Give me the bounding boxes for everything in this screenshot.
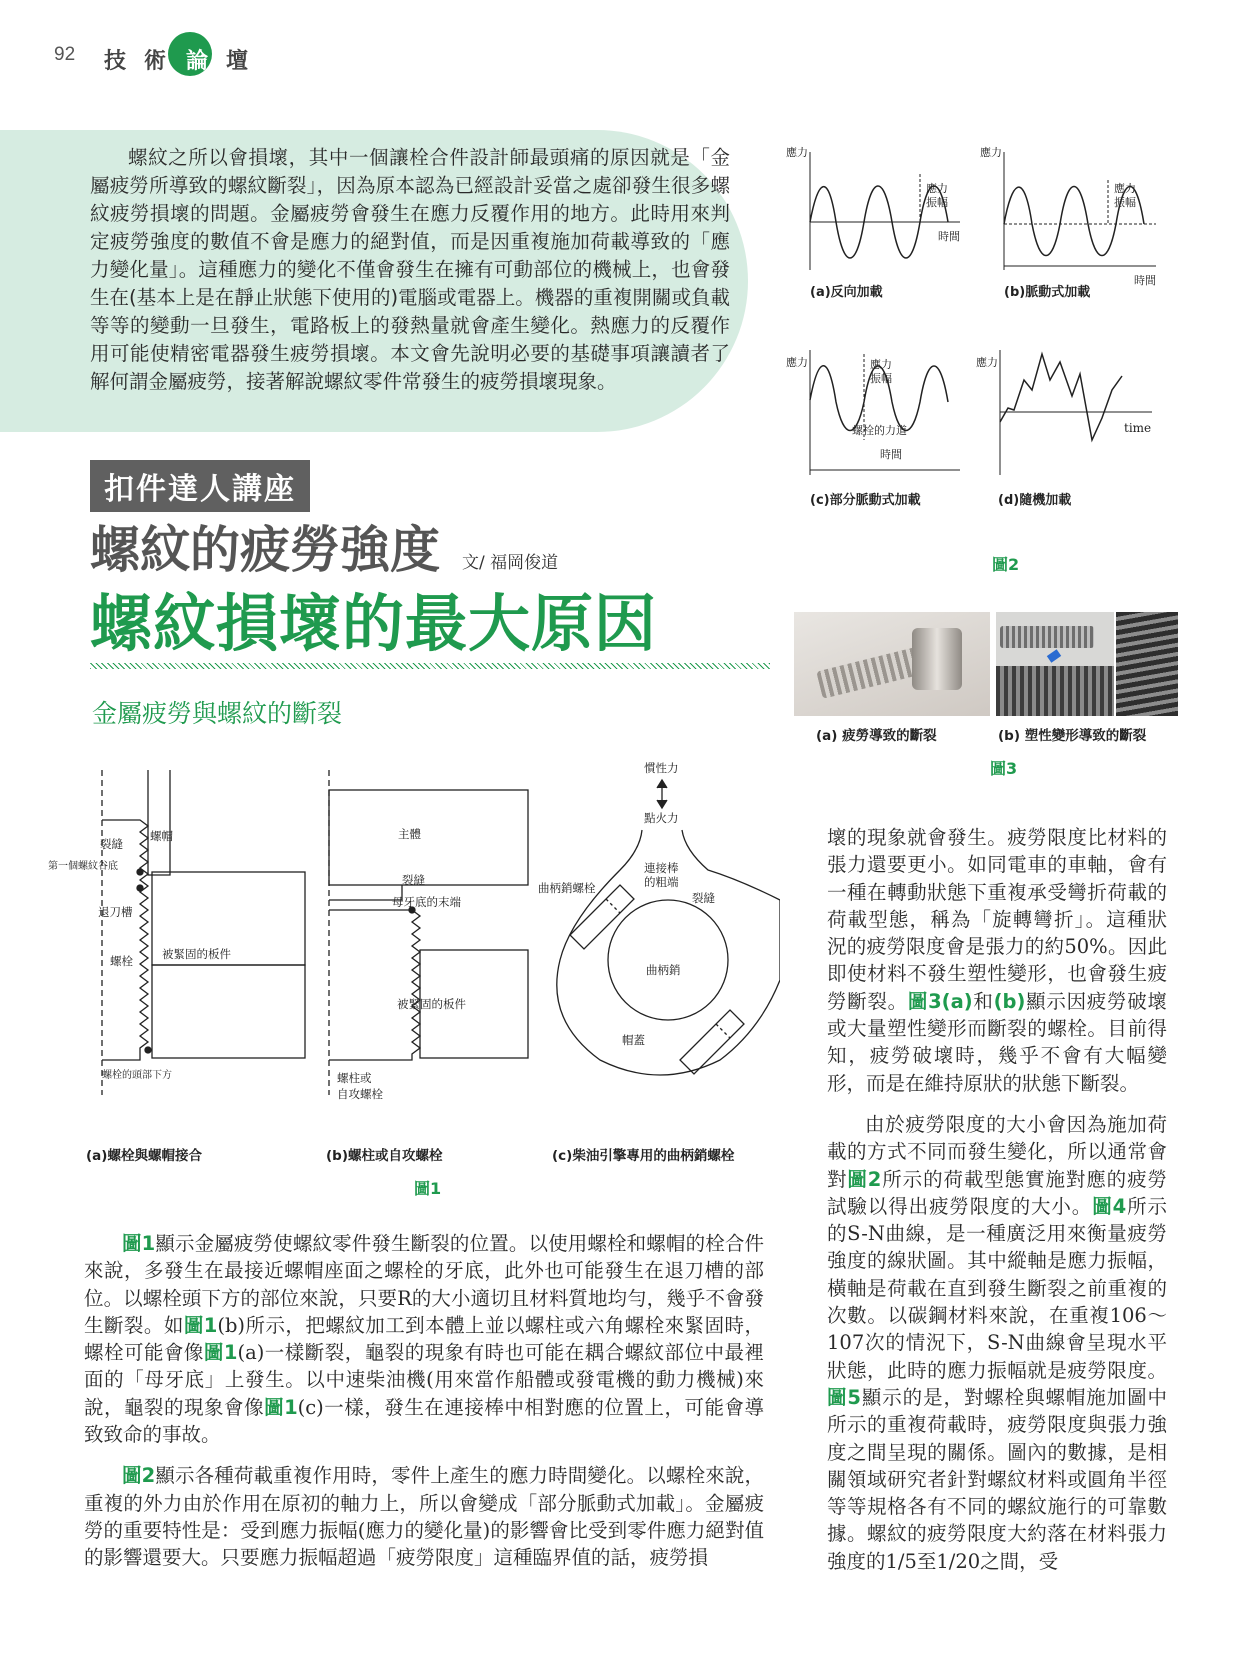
author-byline: 文/ 福岡俊道	[462, 553, 559, 573]
fig1b-thread-end-label: 母牙底的末端	[392, 895, 461, 909]
fig2a-amp-label: 應力	[926, 182, 948, 195]
figure1b-caption: (b)螺柱或自攻螺栓	[326, 1148, 443, 1164]
fig2a-amp-label: 振幅	[926, 196, 948, 209]
paragraph-text: 壞的現象就會發生。疲勞限度比材料的張力還要更小。如同電車的車軸，會有一種在轉動狀態下重複承受彎折荷載的荷載型態，稱為「旋轉彎折」。這種狀況的疲勞限度會是張力的約50%。因此即使材料不發生塑性變形，也會發生疲勞斷裂。	[827, 826, 1167, 1013]
fig2b-y-axis-label: 應力	[980, 146, 1002, 159]
figure-reference: 圖2	[847, 1167, 882, 1191]
fig2c-axial-label: 螺栓的力道	[852, 424, 907, 437]
article-subtitle: 螺紋損壞的最大原因	[90, 587, 658, 660]
fig2b-time-label: 時間	[1134, 274, 1156, 287]
fig2a-time-label: 時間	[938, 230, 960, 243]
fig1c-ignition-label: 點火力	[644, 811, 679, 825]
figure3-label: 圖3	[990, 759, 1018, 778]
figure-reference: 圖1	[122, 1232, 156, 1255]
fig2d-wave	[1000, 354, 1122, 440]
article-title: 螺紋的疲勞強度	[90, 520, 440, 579]
paragraph-text: 所示的S-N曲線，是一種廣泛用來衡量疲勞強度的線狀圖。其中縱軸是應力振幅，橫軸是荷載在直到發生斷裂之前重複的次數。以碳鋼材料來說，在重複106～107次的情況下，S-N曲線會呈現水平狀態，此時的應力振幅就是疲勞限度。	[827, 1194, 1167, 1382]
fig1a-crack-label: 裂縫	[100, 837, 123, 851]
paragraph-text: (b)所示，把螺紋加工到本體上並以螺柱或六角螺栓來緊固時，螺栓可能會像	[84, 1313, 764, 1365]
figure-reference: 圖1	[183, 1313, 218, 1337]
column-title-char: 術	[144, 49, 167, 74]
figure-reference: 圖1	[203, 1341, 238, 1365]
body-left-column	[84, 1230, 764, 1572]
column-title-char: 論	[186, 49, 209, 74]
figure2-label: 圖2	[992, 555, 1020, 574]
figure1a-drawing	[102, 770, 305, 1095]
fig2c-time-label: 時間	[880, 448, 902, 461]
fig1c-cap-label: 帽蓋	[622, 1033, 645, 1047]
paragraph-text: 顯示金屬疲勞使螺紋零件發生斷裂的位置。以使用螺栓和螺帽的栓合件來說，多發生在最接近螺帽座面之螺栓的牙底，此外也可能發生在退刀槽的部位。以螺栓頭下方的部位來說，只要R的大小適切且材料質地均勻，幾乎不會發生斷裂。如	[84, 1232, 764, 1337]
figure2-charts	[780, 140, 1180, 530]
paragraph-text: 和	[972, 989, 994, 1013]
fig1a-bolt-label: 螺栓	[110, 954, 133, 968]
fig1b-plate-label: 被緊固的板件	[397, 997, 466, 1011]
paragraph-text: 顯示各種荷載重複作用時，零件上產生的應力時間變化。以螺栓來說，重複的外力由於作用在原初的軸力上，所以會變成「部分脈動式加載」。金屬疲勞的重要特性是：受到應力振幅(應力的變化量)的影響會比受到零件應力絕對值的影響還要大。只要應力振幅超過「疲勞限度」這種臨界值的話，疲勞損	[84, 1464, 764, 1570]
fig1b-stud-label: 螺柱或	[337, 1071, 372, 1085]
figure1-label: 圖1	[414, 1179, 442, 1198]
figure-reference: 圖2	[122, 1464, 156, 1488]
figure1a-caption: (a)螺栓與螺帽接合	[86, 1148, 202, 1164]
fig1c-rod-label: 連接棒	[644, 861, 679, 875]
fig1b-crack-label: 裂縫	[402, 873, 425, 887]
figure3a-caption: (a) 疲勞導致的斷裂	[816, 728, 937, 744]
paragraph-text: 所示的荷載型態實施對應的疲勞試驗以得出疲勞限度的大小。	[827, 1167, 1167, 1218]
fig1a-head-label: 螺栓的頭部下方	[102, 1070, 172, 1081]
figure-reference: (b)	[993, 989, 1026, 1013]
fig1a-plate-label: 被緊固的板件	[162, 947, 231, 961]
paragraph-text: 顯示的是，對螺栓與螺帽施加圖中所示的重複荷載時，疲勞限度與張力強度之間呈現的關係。圖內的數據，是相關領域研究者針對螺紋材料或圓角半徑等等規格各有不同的螺紋施行的可靠數據。螺紋的疲勞限度大約落在材料張力強度的1/5至1/20之間，受	[827, 1385, 1167, 1573]
paragraph-text: 由於疲勞限度的大小會因為施加荷載的方式不同而發生變化，所以通常會對	[827, 1112, 1167, 1191]
fig2b-amp-label: 振幅	[1114, 196, 1136, 209]
body-right-column	[827, 824, 1167, 1575]
paragraph-text: 顯示因疲勞破壞或大量塑性變形而斷裂的螺栓。目前得知，疲勞破壞時，幾乎不會有大幅變形，而是在維持原狀的狀態下斷裂。	[827, 989, 1167, 1095]
figure-reference: 圖4	[1092, 1194, 1127, 1218]
figure-reference: 圖5	[827, 1385, 861, 1409]
fig2d-y-axis-label: 應力	[976, 356, 998, 369]
fig2d-time-label: time	[1124, 421, 1152, 435]
figure1-diagram	[40, 760, 780, 1110]
fig2c-y-axis-label: 應力	[786, 356, 808, 369]
figure1c-caption: (c)柴油引擎專用的曲柄銷螺栓	[552, 1148, 735, 1164]
column-title-char: 壇	[226, 49, 249, 74]
fig1a-relief-label: 退刀槽	[98, 905, 133, 919]
body-paragraph	[827, 1111, 1167, 1575]
figure-reference: 圖1	[264, 1395, 298, 1419]
fig1b-body-label: 主體	[398, 827, 421, 841]
fig1a-nut-label: 螺帽	[150, 829, 173, 843]
fig2a-y-axis-label: 應力	[786, 146, 808, 159]
fig1c-inertia-label: 慣性力	[644, 761, 679, 775]
fig2d-caption: (d)隨機加載	[998, 493, 1072, 508]
figure-reference: 圖3(a)	[907, 989, 973, 1013]
paragraph-text: (a)一樣斷裂，龜裂的現象有時也可能在耦合螺紋部位中最裡面的「母牙底」上發生。以中速柴油機(用來當作船體或發電機的動力機械)來說，龜裂的現象會像	[84, 1341, 764, 1419]
fig2b-caption: (b)脈動式加載	[1004, 285, 1091, 300]
paragraph-text: (c)一樣，發生在連接棒中相對應的位置上，可能會導致致命的事故。	[84, 1395, 764, 1447]
intro-paragraph: 螺紋之所以會損壞，其中一個讓栓合件設計師最頭痛的原因就是「金屬疲勞所導致的螺紋斷裂」，因為原本認為已經設計妥當之處卻發生很多螺紋疲勞損壞的問題。金屬疲勞會發生在應力反覆作用的地方。此時用來判定疲勞強度的數值不會是應力的絕對值，而是因重複施加荷載導致的「應力變化量」。這種應力的變化不僅會發生在擁有可動部位的機械上，也會發生在(基本上是在靜止狀態下使用的)電腦或電器上。機器的重複開關或負載等等的變動一旦發生，電路板上的發熱量就會產生變化。熱應力的反覆作用可能使精密電器發生疲勞損壞。本文會先說明必要的基礎事項讓讀者了解何謂金屬疲勞，接著解說螺紋零件常發生的疲勞損壞現象。	[90, 146, 730, 393]
figure3b-caption: (b) 塑性變形導致的斷裂	[998, 728, 1147, 744]
figure3a-photo	[794, 612, 990, 716]
series-badge: 扣件達人講座	[90, 460, 310, 512]
page-number: 92	[54, 44, 76, 65]
body-paragraph	[84, 1462, 764, 1571]
column-title-char: 技	[104, 49, 127, 74]
figure1b-drawing	[329, 770, 528, 1095]
section-heading: 金屬疲勞與螺紋的斷裂	[92, 699, 343, 728]
fig2b-amp-label: 應力	[1114, 182, 1136, 195]
fig1a-first-root-label: 第一個螺紋谷底	[48, 861, 118, 872]
fig1c-rod-label: 的粗端	[644, 875, 679, 889]
fig2c-amp-label: 振幅	[870, 372, 892, 385]
body-paragraph	[84, 1230, 764, 1448]
fig1c-crank-bolt-label: 曲柄銷螺栓	[538, 881, 596, 895]
fig2a-caption: (a)反向加載	[810, 285, 883, 300]
fig2c-amp-label: 應力	[870, 358, 892, 371]
figure3b-photo-detail	[1116, 612, 1178, 716]
fig2c-caption: (c)部分脈動式加載	[810, 493, 921, 508]
fig1c-crank-pin-label: 曲柄銷	[646, 963, 681, 977]
figure3b-photo	[996, 612, 1114, 716]
body-paragraph	[827, 824, 1167, 1097]
divider-line	[90, 663, 770, 669]
fig1c-crack-label: 裂縫	[692, 891, 715, 905]
fig1b-stud-label: 自攻螺栓	[337, 1087, 383, 1101]
